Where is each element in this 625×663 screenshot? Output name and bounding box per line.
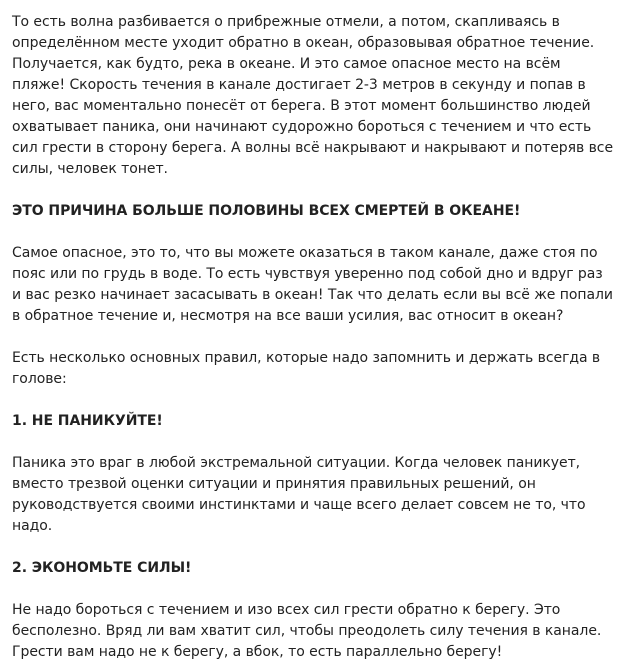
- paragraph-rule-1: Паника это враг в любой экстремальной ситуации. Когда человек паникует, вместо трезвой оценки ситуации и принятия правильных решений, он руководствуется своими инстинктами и чаще всего делает совсем не то, что надо.: [12, 455, 586, 534]
- paragraph-danger-standing: Самое опасное, это то, что вы можете оказаться в таком канале, даже стоя по пояс или по грудь в воде. То есть чувствуя уверенно под собой дно и вдруг раз и вас резко начинает засасывать в океан! Так что делать если вы всё же попали в обратное течение и, несмотря на все ваши усилия, вас относит в океан?: [12, 245, 613, 324]
- paragraph-rip-current-intro: То есть волна разбивается о прибрежные отмели, а потом, скапливаясь в определённом месте уходит обратно в океан, образовывая обратное течение. Получается, как будто, река в океане. И это самое опасное место на всём пляже! Скорость течения в канале достигает 2-3 метров в секунду и попав в него, вас моментально понесёт от берега. В этот момент большинство людей охватывает паника, они начинают судорожно бороться с течением и что есть сил грести в сторону берега. А волны всё накрывают и накрывают и потеряв все силы, человек тонет.: [12, 14, 614, 177]
- heading-rule-2: 2. ЭКОНОМЬТЕ СИЛЫ!: [12, 560, 192, 576]
- paragraph-rule-2: Не надо бороться с течением и изо всех сил грести обратно к берегу. Это бесполезно. Вряд ли вам хватит сил, чтобы преодолеть силу течения в канале. Грести вам надо не к берегу, а вбок, то есть параллельно берегу!: [12, 602, 602, 660]
- heading-rule-1: 1. НЕ ПАНИКУЙТЕ!: [12, 413, 163, 429]
- paragraph-rules-intro: Есть несколько основных правил, которые надо запомнить и держать всегда в голове:: [12, 350, 601, 387]
- heading-cause-of-deaths: ЭТО ПРИЧИНА БОЛЬШЕ ПОЛОВИНЫ ВСЕХ СМЕРТЕЙ В ОКЕАНЕ!: [12, 203, 521, 219]
